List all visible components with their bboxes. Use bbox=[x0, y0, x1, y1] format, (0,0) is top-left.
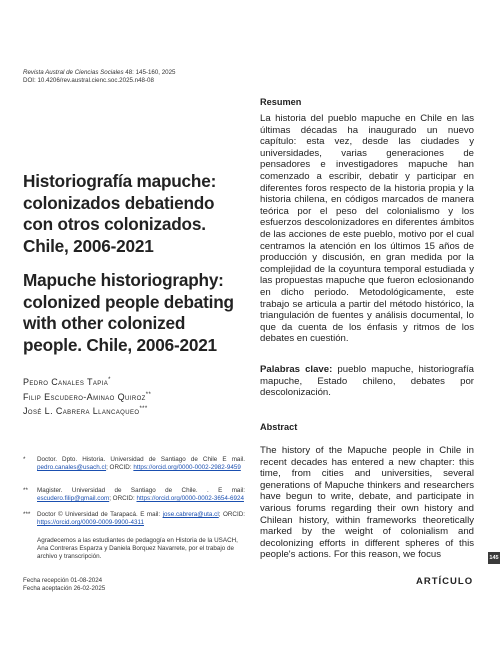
footnote-mark: *** bbox=[23, 511, 31, 518]
email-link[interactable]: pedro.canales@usach.cl bbox=[37, 464, 107, 472]
footnote-1: * Doctor. Dpto. Historia. Universidad de Santiago de Chile E mail. pedro.canales@usach.cl; ORCID: https://orcid.org/0000-0002-2982-9459 bbox=[23, 456, 245, 472]
footnote-3: *** Doctor © Universidad de Tarapacá. E mail: jose.cabrera@uta.cl; ORCID: https://orcid.org/0009-0009-9900-4311 bbox=[23, 511, 245, 527]
resumen-text: La historia del pueblo mapuche en Chile en las últimas décadas ha inaugurado un nuevo capítulo: esta vez, desde las ciudades y universidades, varias generaciones de pensadores e investigadores mapuche han comenzado a escribir, debatir y participar en diferentes foros respecto de la historia propia y la historia chilena, en códigos marcados de manera teórica por el peso del colonialismo y los esfuerzos descolonizadores en diferentes ámbitos de las acciones de este pueblo, motivo por el cual centramos la atención en los últimos 15 años de producción y discusión, en gran medida por la complejidad de la coyuntura temporal estudiada y las propuestas mapuche que fueron eclosionando en dicho periodo. Metodológicamente, este trabajo se articula a partir del método histórico, la triangulación de fuentes y análisis documental, lo que da cuenta de los énfasis y ritmos de los debates en cuestión. bbox=[260, 113, 474, 345]
acknowledgement: Agradecemos a las estudiantes de pedagogía en Historia de la USACH, Ana Contreras Esparza y Daniela Borquez Navarrete, por el trabajo de archivo y transcripción. bbox=[37, 537, 238, 561]
page-number: 145 bbox=[488, 552, 500, 564]
resumen-heading: Resumen bbox=[260, 97, 302, 107]
footnote-mark: ** bbox=[23, 487, 28, 494]
title-english: Mapuche historiography: colonized people debating with other colonized people. Chile, 2006-2021 bbox=[23, 270, 234, 355]
keywords-label: Palabras clave: bbox=[260, 364, 333, 375]
footnote-mark: * bbox=[23, 456, 26, 463]
date-accepted: Fecha aceptación 26-02-2025 bbox=[23, 585, 106, 592]
author-1: Pedro Canales Tapia* bbox=[23, 377, 111, 387]
author-2: Filip Escudero-Aminao Quiroz** bbox=[23, 391, 152, 402]
submission-dates bbox=[23, 577, 223, 593]
article-type-label: ARTÍCULO bbox=[416, 576, 474, 587]
abstract-text: The history of the Mapuche people in Chile in recent decades has entered a new chapter: this time, from cities and universities, several generations of Mapuche thinkers and researchers have begun to write, debate, and participate in various forums regarding their own history and Chilean history, within frameworks theoretically marked by the weight of colonialism and decolonizing efforts in different spheres of this people's actions. For this reason, we focus bbox=[260, 445, 474, 561]
footnote-2: ** Magister. Universidad de Santiago de Chile. . E mail: escudero.filip@gmail.com; ORCID: https://orcid.org/0000-0002-3654-6924 bbox=[23, 487, 245, 503]
orcid-link[interactable]: https://orcid.org/0009-0009-9900-4311 bbox=[37, 519, 145, 527]
email-link[interactable]: jose.cabrera@uta.cl bbox=[162, 511, 219, 518]
keywords-list: pueblo mapuche, historiografía mapuche, Estado chileno, debates por descolonización. bbox=[260, 364, 474, 399]
email-link[interactable]: escudero.filip@gmail.com bbox=[37, 495, 110, 503]
abstract-heading: Abstract bbox=[260, 422, 298, 432]
journal-header bbox=[23, 69, 243, 85]
orcid-link[interactable]: https://orcid.org/0000-0002-2982-9459 bbox=[133, 464, 241, 472]
author-list bbox=[23, 374, 245, 418]
orcid-link[interactable]: https://orcid.org/0000-0002-3654-6924 bbox=[136, 495, 244, 503]
journal-title: Revista Austral de Ciencias Sociales bbox=[23, 69, 124, 76]
author-3: José L. Cabrera Llancaqueo*** bbox=[23, 406, 148, 416]
journal-doi: DOI: 10.4206/rev.austral.cienc.soc.2025.n48-08 bbox=[23, 77, 154, 84]
title-spanish: Historiografía mapuche: colonizados debatiendo con otros colonizados. Chile, 2006-2021 bbox=[23, 171, 217, 256]
journal-citation: 48: 145-160, 2025 bbox=[123, 69, 176, 76]
keywords bbox=[260, 364, 474, 399]
date-received: Fecha recepción 01-08-2024 bbox=[23, 577, 103, 584]
